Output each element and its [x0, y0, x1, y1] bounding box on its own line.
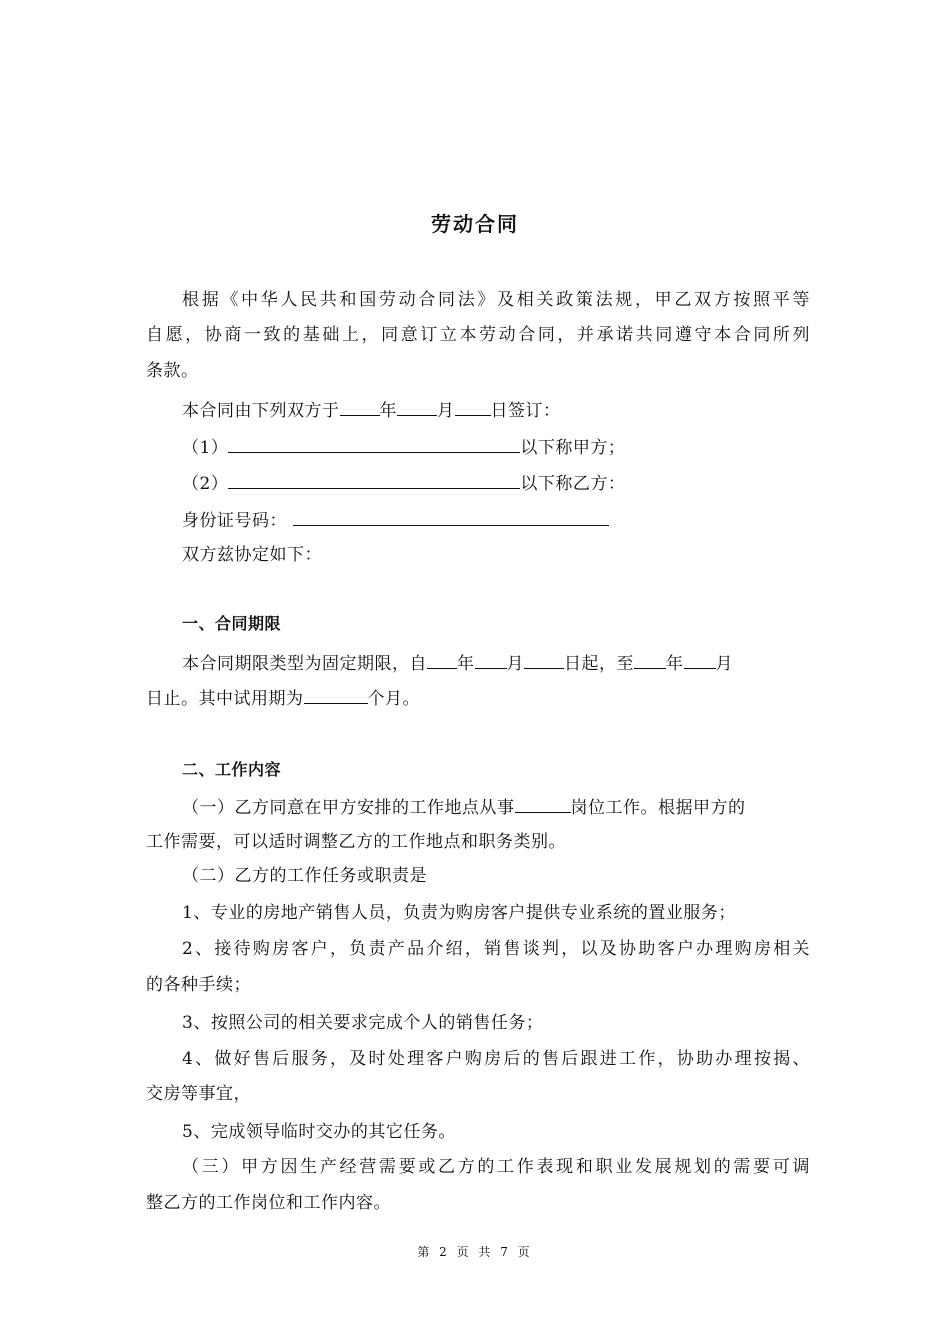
month-blank[interactable]	[397, 397, 437, 416]
section-2-heading: 二、工作内容	[182, 760, 282, 779]
day-blank[interactable]	[455, 397, 491, 416]
duty-item-2-line-1: 2、接待购房客户，负责产品介绍，销售谈判，以及协助客户办理购房相关	[182, 939, 810, 959]
section-1-line-2	[146, 685, 810, 711]
start-month-label: 月	[506, 654, 524, 674]
section-1-line-1	[146, 650, 846, 676]
duty-item-5: 5、完成领导临时交办的其它任务。	[182, 1122, 456, 1142]
signing-line	[146, 397, 846, 423]
term-prefix: 本合同期限类型为固定期限，自	[182, 654, 427, 674]
year-blank[interactable]	[340, 397, 380, 416]
section-1-heading: 一、合同期限	[182, 614, 282, 633]
section-2-p1-line-2: 工作需要，可以适时调整乙方的工作地点和职务类别。	[146, 832, 566, 852]
probation-blank[interactable]	[304, 685, 368, 704]
signing-month: 月	[437, 401, 455, 421]
start-year-label: 年	[457, 654, 475, 674]
probation-prefix: 日止。其中试用期为	[146, 689, 304, 709]
intro-line-3: 条款。	[146, 361, 199, 381]
document-title: 劳动合同	[431, 212, 519, 236]
signing-prefix: 本合同由下列双方于	[182, 401, 340, 421]
agree-line: 双方兹协定如下：	[182, 545, 322, 565]
end-year-label: 年	[666, 654, 684, 674]
duty-item-4-line-1: 4、做好售后服务，及时处理客户购房后的售后跟进工作，协助办理按揭、	[182, 1049, 810, 1069]
duty-item-3: 3、按照公司的相关要求完成个人的销售任务；	[182, 1013, 544, 1033]
duty-item-2-line-2: 的各种手续；	[146, 975, 251, 995]
duty-item-1: 1、专业的房地产销售人员，负责为购房客户提供专业系统的置业服务；	[182, 903, 736, 923]
signing-year: 年	[379, 401, 397, 421]
party-b-blank[interactable]	[228, 470, 520, 489]
position-suffix: 岗位工作。根据甲方的	[570, 798, 746, 818]
intro-line-1: 根据《中华人民共和国劳动合同法》及相关政策法规，甲乙双方按照平等	[182, 290, 810, 310]
id-label: 身份证号码：	[182, 511, 287, 531]
start-day-label: 日起，至	[564, 654, 634, 674]
id-number-line	[146, 507, 846, 533]
party-a-number: （1）	[182, 438, 229, 458]
signing-day-suffix: 日签订：	[490, 401, 561, 421]
end-month-blank[interactable]	[684, 650, 716, 669]
section-2-p3-line-1: （三）甲方因生产经营需要或乙方的工作表现和职业发展规划的需要可调	[182, 1157, 810, 1177]
party-b-number: （2）	[182, 474, 229, 494]
position-blank[interactable]	[515, 794, 571, 813]
section-2-p2: （二）乙方的工作任务或职责是	[182, 866, 427, 886]
position-prefix: （一）乙方同意在甲方安排的工作地点从事	[182, 798, 515, 818]
end-month-label: 月	[715, 654, 733, 674]
start-month-blank[interactable]	[475, 650, 507, 669]
intro-line-2: 自愿，协商一致的基础上，同意订立本劳动合同，并承诺共同遵守本合同所列	[146, 325, 810, 345]
party-a-blank[interactable]	[228, 434, 520, 453]
party-b-suffix: 以下称乙方：	[520, 474, 626, 494]
party-a-line	[146, 434, 846, 460]
section-2-p1-line-1	[146, 794, 846, 820]
start-year-blank[interactable]	[427, 650, 457, 669]
end-year-blank[interactable]	[634, 650, 666, 669]
party-b-line	[146, 470, 846, 496]
start-day-blank[interactable]	[524, 650, 564, 669]
party-a-suffix: 以下称甲方；	[520, 438, 626, 458]
probation-suffix: 个月。	[367, 689, 420, 709]
duty-item-4-line-2: 交房等事宜，	[146, 1084, 251, 1104]
page-footer: 第 2 页 共 7 页	[417, 1245, 533, 1259]
id-blank[interactable]	[293, 507, 609, 526]
section-2-p3-line-2: 整乙方的工作岗位和工作内容。	[146, 1193, 391, 1213]
